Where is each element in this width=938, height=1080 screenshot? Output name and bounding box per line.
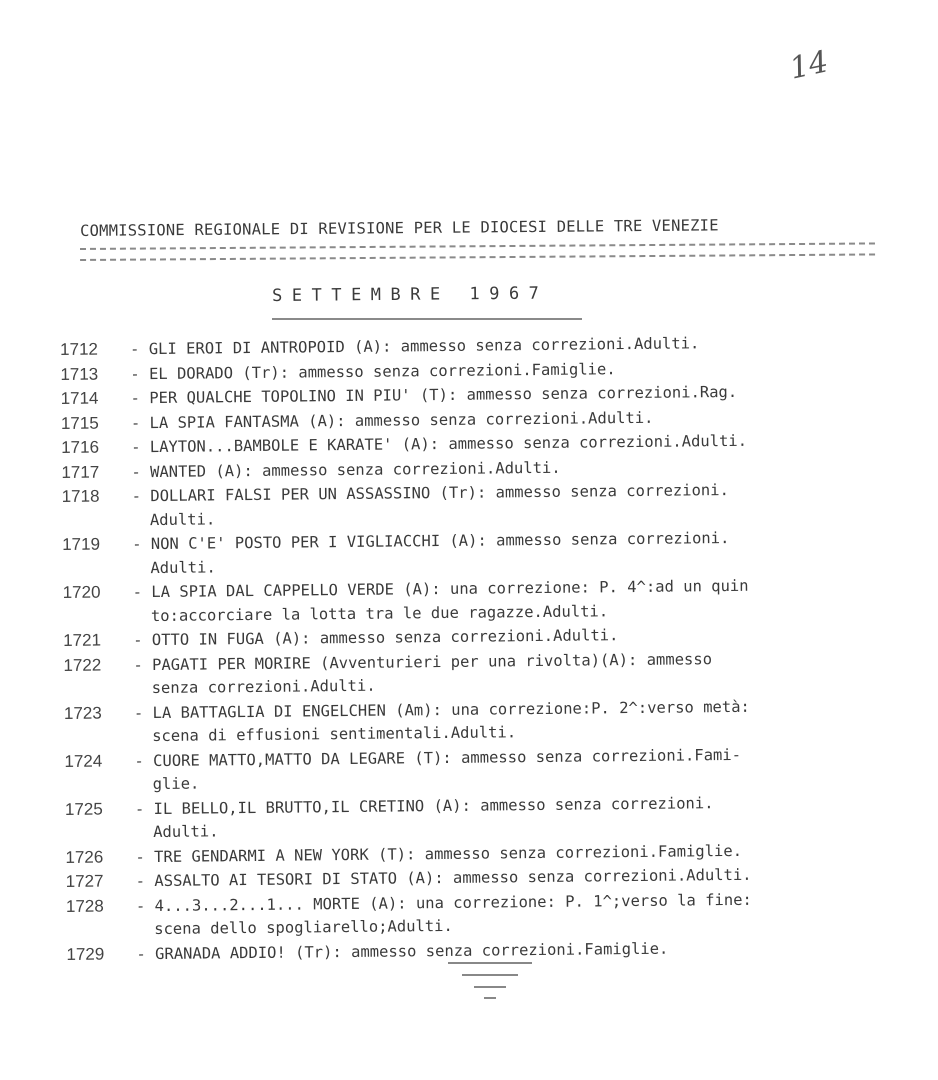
- entry-number: 1717: [61, 462, 100, 482]
- entry-text: - NON C'E' POSTO PER I VIGLIACCHI (A): ammesso senza correzioni.: [132, 529, 730, 554]
- entry-text: - LA SPIA DAL CAPPELLO VERDE (A): una correzione: P. 4^:ad un quin: [132, 576, 749, 602]
- entry-number: 1725: [64, 799, 103, 819]
- entry-text: - PER QUALCHE TOPOLINO IN PIU' (T): ammesso senza correzioni.Rag.: [130, 382, 738, 408]
- entry-text: - OTTO IN FUGA (A): ammesso senza correzioni.Adulti.: [133, 626, 619, 650]
- entry-number: 1714: [60, 388, 99, 408]
- entry-number: 1718: [61, 486, 100, 506]
- month-underline: [272, 318, 582, 320]
- entry-text: - EL DORADO (Tr): ammesso senza correzioni.Famiglie.: [130, 359, 616, 383]
- entry-number: 1719: [62, 534, 101, 554]
- entry-text: - TRE GENDARMI A NEW YORK (T): ammesso senza correzioni.Famiglie.: [135, 841, 743, 866]
- entry-text: - ASSALTO AI TESORI DI STATO (A): ammesso senza correzioni.Adulti.: [135, 865, 752, 891]
- entry-text: - LAYTON...BAMBOLE E KARATE' (A): ammesso senza correzioni.Adulti.: [131, 431, 748, 457]
- entry-number: 1712: [60, 339, 99, 359]
- entry-number: 1720: [62, 582, 101, 602]
- entry-number: 1722: [63, 655, 102, 675]
- end-mark-line: [474, 986, 506, 988]
- entry-text: - IL BELLO,IL BRUTTO,IL CRETINO (A): ammesso senza correzioni.: [134, 793, 714, 818]
- end-mark-line: [484, 997, 496, 999]
- entry-continuation: to:accorciare la lotta tra le due ragazze.Adulti.: [150, 601, 609, 625]
- entry-number: 1724: [64, 751, 103, 771]
- entry-continuation: Adulti.: [153, 822, 219, 842]
- entry-number: 1721: [63, 630, 102, 650]
- entry-number: 1726: [65, 847, 104, 867]
- entry-number: 1728: [65, 896, 104, 916]
- entry-text: - WANTED (A): ammesso senza correzioni.Adulti.: [131, 458, 561, 481]
- entry-text: - LA SPIA FANTASMA (A): ammesso senza correzioni.Adulti.: [130, 408, 654, 432]
- month-heading: SETTEMBRE 1967: [272, 283, 549, 306]
- entry-number: 1727: [65, 871, 104, 891]
- entry-continuation: glie.: [152, 774, 200, 794]
- entry-text: - GLI EROI DI ANTROPOID (A): ammesso senza correzioni.Adulti.: [130, 334, 700, 359]
- entry-number: 1715: [60, 413, 99, 433]
- entry-text: - CUORE MATTO,MATTO DA LEGARE (T): ammesso senza correzioni.Fami-: [134, 745, 742, 770]
- entry-continuation: scena di effusioni sentimentali.Adulti.: [152, 723, 517, 746]
- end-mark-line: [462, 974, 518, 976]
- entry-text: - 4...3...2...1... MORTE (A): una correzione: P. 1^;verso la fine:: [135, 890, 752, 915]
- document-title: COMMISSIONE REGIONALE DI REVISIONE PER LE DIOCESI DELLE TRE VENEZIE: [80, 216, 719, 240]
- entry-continuation: Adulti.: [149, 509, 216, 529]
- entry-continuation: senza correzioni.Adulti.: [151, 676, 376, 698]
- entry-continuation: scena dello spogliarello;Adulti.: [154, 916, 453, 939]
- entry-text: - LA BATTAGLIA DI ENGELCHEN (Am): una correzione:P. 2^:verso metà:: [133, 697, 750, 722]
- title-double-underline: [80, 242, 875, 261]
- entry-number: 1716: [61, 437, 100, 457]
- entry-text: - DOLLARI FALSI PER UN ASSASSINO (Tr): ammesso senza correzioni.: [131, 481, 729, 506]
- entry-text: - PAGATI PER MORIRE (Avventurieri per una rivolta)(A): ammesso: [133, 649, 713, 674]
- entries-list: [60, 329, 937, 967]
- page-number: 14: [786, 44, 832, 87]
- entry-number: 1723: [63, 703, 102, 723]
- entry-number: 1729: [66, 944, 105, 964]
- end-mark-line: [448, 962, 532, 964]
- entry-continuation: Adulti.: [150, 557, 216, 577]
- entry-text: - GRANADA ADDIO! (Tr): ammesso senza correzioni.Famiglie.: [136, 939, 669, 963]
- entry-number: 1713: [60, 364, 99, 384]
